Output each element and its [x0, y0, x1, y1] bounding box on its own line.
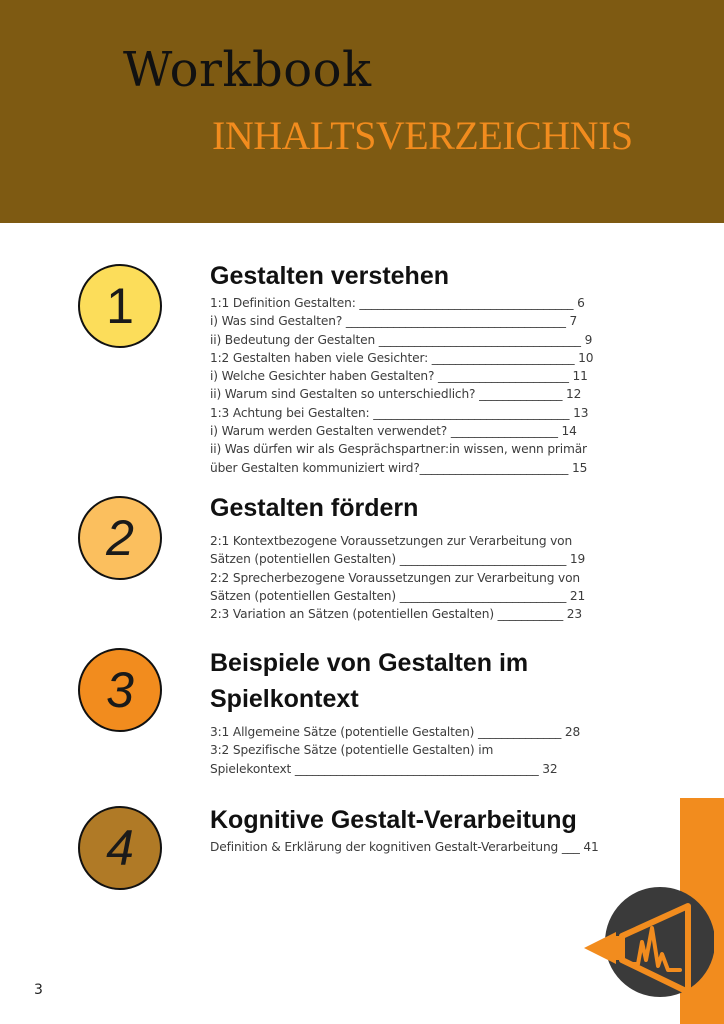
- toc-entry[interactable]: Sätzen (potentiellen Gestalten) ____________________________ 21: [210, 588, 586, 603]
- section-1: [210, 258, 650, 477]
- megaphone-logo-icon: [582, 880, 714, 1000]
- toc-entry[interactable]: ii) Warum sind Gestalten so unterschiedlich? ______________ 12: [210, 387, 582, 402]
- toc-entry[interactable]: 2:1 Kontextbezogene Voraussetzungen zur Verarbeitung von: [210, 534, 573, 548]
- toc-entry[interactable]: ii) Was dürfen wir als Gesprächspartner:in wissen, wenn primär: [210, 442, 587, 457]
- toc-entry[interactable]: i) Warum werden Gestalten verwendet? __________________ 14: [210, 424, 577, 439]
- section-3: [210, 645, 650, 778]
- section-4-number-circle: [78, 806, 162, 890]
- toc-entry[interactable]: 3:2 Spezifische Sätze (potentielle Gestalten) im: [210, 743, 494, 758]
- section-1-number: 1: [106, 278, 134, 334]
- section-2: [210, 490, 650, 623]
- section-1-title: Gestalten verstehen: [210, 262, 449, 290]
- section-3-title-line-2: Spielkontext: [210, 685, 359, 713]
- workbook-title: Workbook: [123, 42, 372, 98]
- toc-entry[interactable]: 1:3 Achtung bei Gestalten: _________________________________ 13: [210, 405, 589, 420]
- section-1-number-circle: [78, 264, 162, 348]
- toc-entry[interactable]: 1:1 Definition Gestalten: ____________________________________ 6: [210, 296, 585, 310]
- toc-heading: INHALTSVERZEICHNIS: [212, 113, 633, 158]
- toc-entry[interactable]: Spielekontext _________________________________________ 32: [210, 761, 558, 776]
- section-3-number-circle: [78, 648, 162, 732]
- toc-entry[interactable]: i) Was sind Gestalten? _____________________________________ 7: [210, 314, 578, 329]
- section-2-title: Gestalten fördern: [210, 494, 419, 522]
- toc-entry[interactable]: ii) Bedeutung der Gestalten __________________________________ 9: [210, 332, 593, 347]
- section-4-title: Kognitive Gestalt-Verarbeitung: [210, 806, 577, 834]
- section-3-title: [210, 645, 650, 717]
- section-4-entries: [210, 838, 650, 856]
- section-4: [210, 802, 650, 856]
- toc-entry[interactable]: Definition & Erklärung der kognitiven Gestalt-Verarbeitung ___ 41: [210, 840, 599, 854]
- page-number: 3: [34, 982, 43, 998]
- header-banner: [0, 0, 724, 223]
- section-3-entries: [210, 723, 650, 778]
- toc-entry[interactable]: Sätzen (potentiellen Gestalten) ____________________________ 19: [210, 552, 586, 567]
- section-2-number-circle: [78, 496, 162, 580]
- section-2-entries: [210, 532, 650, 623]
- toc-entry[interactable]: 3:1 Allgemeine Sätze (potentielle Gestalten) ______________ 28: [210, 725, 581, 739]
- toc-entry[interactable]: 2:3 Variation an Sätzen (potentiellen Gestalten) ___________ 23: [210, 607, 582, 622]
- section-1-entries: [210, 294, 650, 477]
- toc-entry[interactable]: i) Welche Gesichter haben Gestalten? ______________________ 11: [210, 369, 588, 384]
- section-2-number: 2: [106, 510, 134, 566]
- section-3-number: 3: [106, 662, 134, 718]
- toc-entry[interactable]: 2:2 Sprecherbezogene Voraussetzungen zur Verarbeitung von: [210, 570, 580, 585]
- section-4-number: 4: [106, 820, 134, 876]
- section-3-title-line-1: Beispiele von Gestalten im: [210, 649, 529, 677]
- toc-entry[interactable]: 1:2 Gestalten haben viele Gesichter: ________________________ 10: [210, 350, 594, 365]
- toc-entry[interactable]: über Gestalten kommuniziert wird?_________________________ 15: [210, 460, 588, 475]
